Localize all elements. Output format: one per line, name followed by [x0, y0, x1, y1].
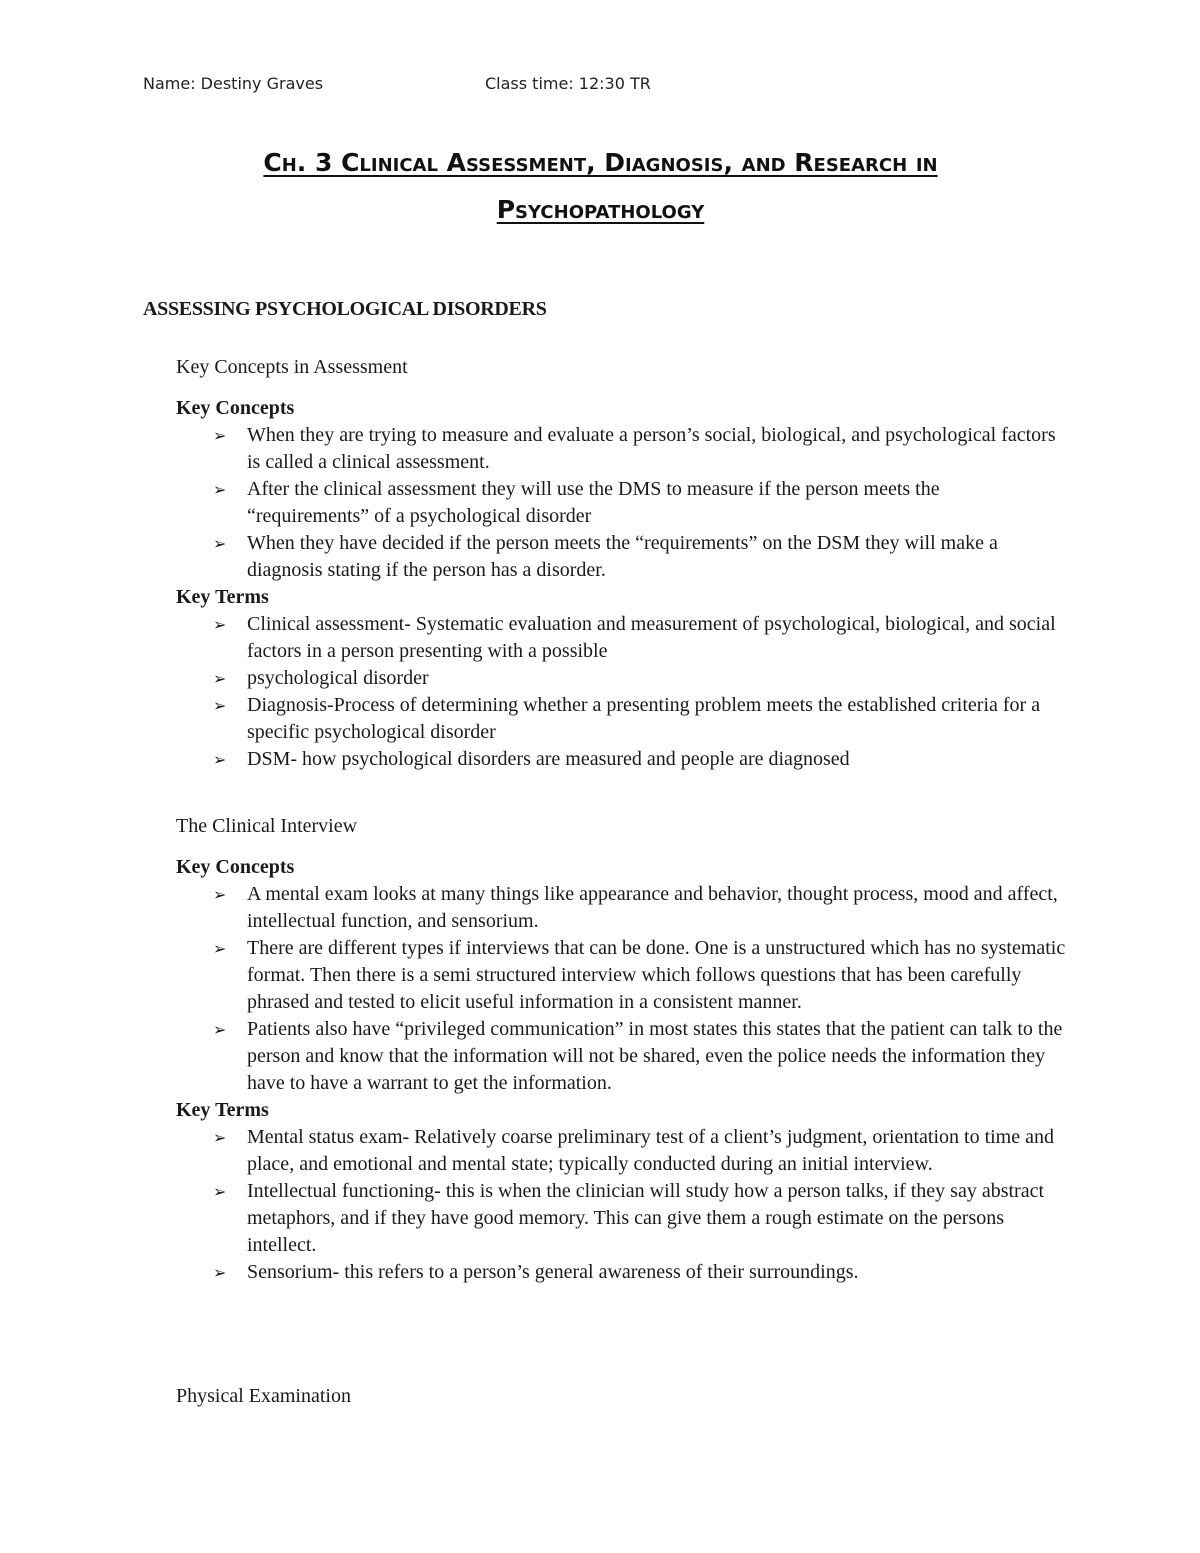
subsection-title: Physical Examination: [176, 1385, 351, 1407]
arrowhead-bullet-icon: ➢: [213, 426, 227, 445]
subsection-physical-examination: [176, 1383, 1066, 1410]
bullet-list: [176, 422, 1066, 584]
arrowhead-bullet-icon: ➢: [213, 750, 227, 769]
list-item-text: Patients also have “privileged communication” in most states this states that the patient can talk to the person and know that the information will not be shared, even the police needs the information they have to have a warrant to get the information.: [247, 1018, 1063, 1094]
arrowhead-bullet-icon: ➢: [213, 1128, 227, 1147]
class-time: Class time: 12:30 TR: [485, 74, 651, 93]
list-item: [213, 665, 1066, 692]
list-item-text: There are different types if interviews that can be done. One is a unstructured which has no systematic format. Then there is a semi structured interview which follows questions that has been carefully phrased and tested to elicit useful information in a consistent manner.: [247, 937, 1066, 1013]
bullet-list: [176, 881, 1066, 1097]
list-item-text: Sensorium- this refers to a person’s general awareness of their surroundings.: [247, 1261, 859, 1283]
list-item-text: Clinical assessment- Systematic evaluation and measurement of psychological, biological, and social factors in a person presenting with a possible: [247, 613, 1056, 662]
list-item: [213, 1259, 1066, 1286]
group-heading-key-concepts: Key Concepts: [176, 856, 295, 878]
group-heading-key-terms: Key Terms: [176, 1099, 269, 1121]
list-item: [213, 1124, 1066, 1178]
document-title-line-1: Ch. 3 Clinical Assessment, Diagnosis, and Research in: [263, 148, 938, 177]
subsection-title: Key Concepts in Assessment: [176, 356, 408, 378]
list-item-text: When they have decided if the person meets the “requirements” on the DSM they will make a diagnosis stating if the person has a disorder.: [247, 532, 998, 581]
subsection-title: The Clinical Interview: [176, 815, 358, 837]
arrowhead-bullet-icon: ➢: [213, 1263, 227, 1282]
list-item-text: Intellectual functioning- this is when the clinician will study how a person talks, if they say abstract metaphors, and if they have good memory. This can give them a rough estimate on the persons intellect.: [247, 1180, 1045, 1256]
list-item: [213, 935, 1066, 1016]
subsection-key-concepts-in-assessment: [176, 354, 1066, 773]
bullet-list: [176, 611, 1066, 773]
student-name: Name: Destiny Graves: [143, 74, 324, 93]
list-item: [213, 476, 1066, 530]
list-item: [213, 1016, 1066, 1097]
list-item-text: Mental status exam- Relatively coarse preliminary test of a client’s judgment, orientation to time and place, and emotional and mental state; typically conducted during an initial interview.: [247, 1126, 1054, 1175]
list-item: [213, 692, 1066, 746]
arrowhead-bullet-icon: ➢: [213, 534, 227, 553]
arrowhead-bullet-icon: ➢: [213, 696, 227, 715]
list-item: [213, 746, 1066, 773]
bullet-list: [176, 1124, 1066, 1286]
list-item-text: A mental exam looks at many things like appearance and behavior, thought process, mood and affect, intellectual function, and sensorium.: [247, 883, 1058, 932]
subsection-clinical-interview: [176, 813, 1066, 1286]
list-item: [213, 611, 1066, 665]
list-item: [213, 1178, 1066, 1259]
list-item-text: DSM- how psychological disorders are measured and people are diagnosed: [247, 748, 850, 770]
group-heading-key-concepts: Key Concepts: [176, 397, 295, 419]
list-item: [213, 422, 1066, 476]
arrowhead-bullet-icon: ➢: [213, 939, 227, 958]
arrowhead-bullet-icon: ➢: [213, 615, 227, 634]
list-item: [213, 530, 1066, 584]
list-item-text: Diagnosis-Process of determining whether a presenting problem meets the established criteria for a specific psychological disorder: [247, 694, 1041, 743]
arrowhead-bullet-icon: ➢: [213, 669, 227, 688]
document-title-line-2: Psychopathology: [496, 195, 705, 224]
list-item-text: When they are trying to measure and evaluate a person’s social, biological, and psychological factors is called a clinical assessment.: [247, 424, 1056, 473]
list-item-text: psychological disorder: [247, 667, 429, 689]
section-heading: ASSESSING PSYCHOLOGICAL DISORDERS: [143, 298, 547, 320]
group-heading-key-terms: Key Terms: [176, 586, 269, 608]
list-item-text: After the clinical assessment they will use the DMS to measure if the person meets the “requirements” of a psychological disorder: [247, 478, 940, 527]
arrowhead-bullet-icon: ➢: [213, 1020, 227, 1039]
arrowhead-bullet-icon: ➢: [213, 1182, 227, 1201]
arrowhead-bullet-icon: ➢: [213, 480, 227, 499]
arrowhead-bullet-icon: ➢: [213, 885, 227, 904]
list-item: [213, 881, 1066, 935]
